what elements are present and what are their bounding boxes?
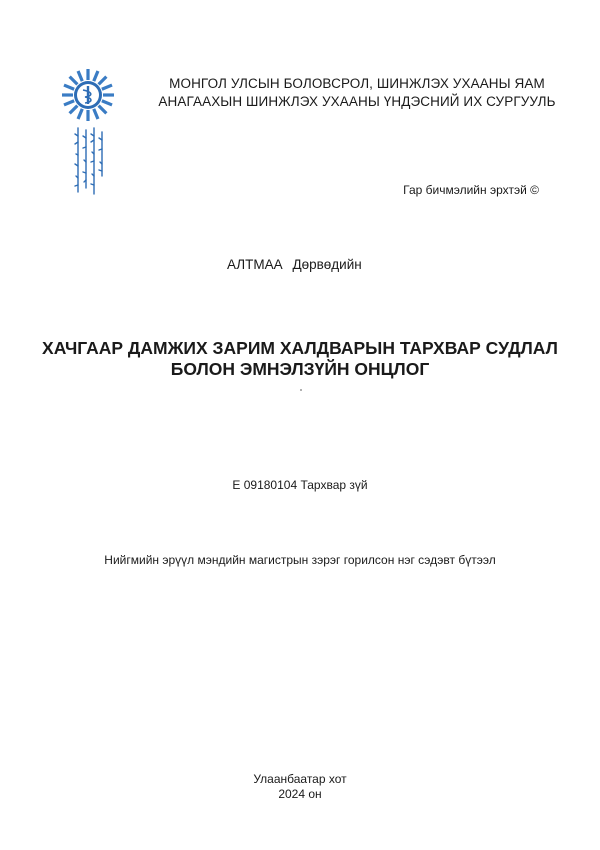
thesis-title [20,338,580,380]
degree-statement: Нийгмийн эрүүл мэндийн магистрын зэрэг горилсон нэг сэдэвт бүтээл [104,553,496,567]
scan-speck [300,389,302,391]
university-name: АНАГААХЫН ШИНЖЛЭХ УХААНЫ ҮНДЭСНИЙ ИХ СУРГУУЛЬ [158,94,556,109]
copyright-notice: Гар бичмэлийн эрхтэй © [403,183,539,197]
mongolian-script-icon [72,126,108,196]
year: 2024 он [278,787,322,801]
title-line-2: БОЛОН ЭМНЭЛЗҮЙН ОНЦЛОГ [170,359,430,379]
organization-header [122,75,592,111]
place-and-year [0,772,600,802]
specialty-code: Е 09180104 Тархвар зүй [232,478,368,492]
city: Улаанбаатар хот [253,772,347,786]
author-given-name: Дөрвөдийн [292,257,362,272]
title-line-1: ХАЧГААР ДАМЖИХ ЗАРИМ ХАЛДВАРЫН ТАРХВАР СУДЛАЛ [42,338,558,358]
author-name [227,257,362,272]
ministry-name: МОНГОЛ УЛСЫН БОЛОВСРОЛ, ШИНЖЛЭХ УХААНЫ ЯАМ [169,76,545,91]
author-surname: АЛТМАА [227,257,283,272]
university-emblem-icon [61,68,115,122]
